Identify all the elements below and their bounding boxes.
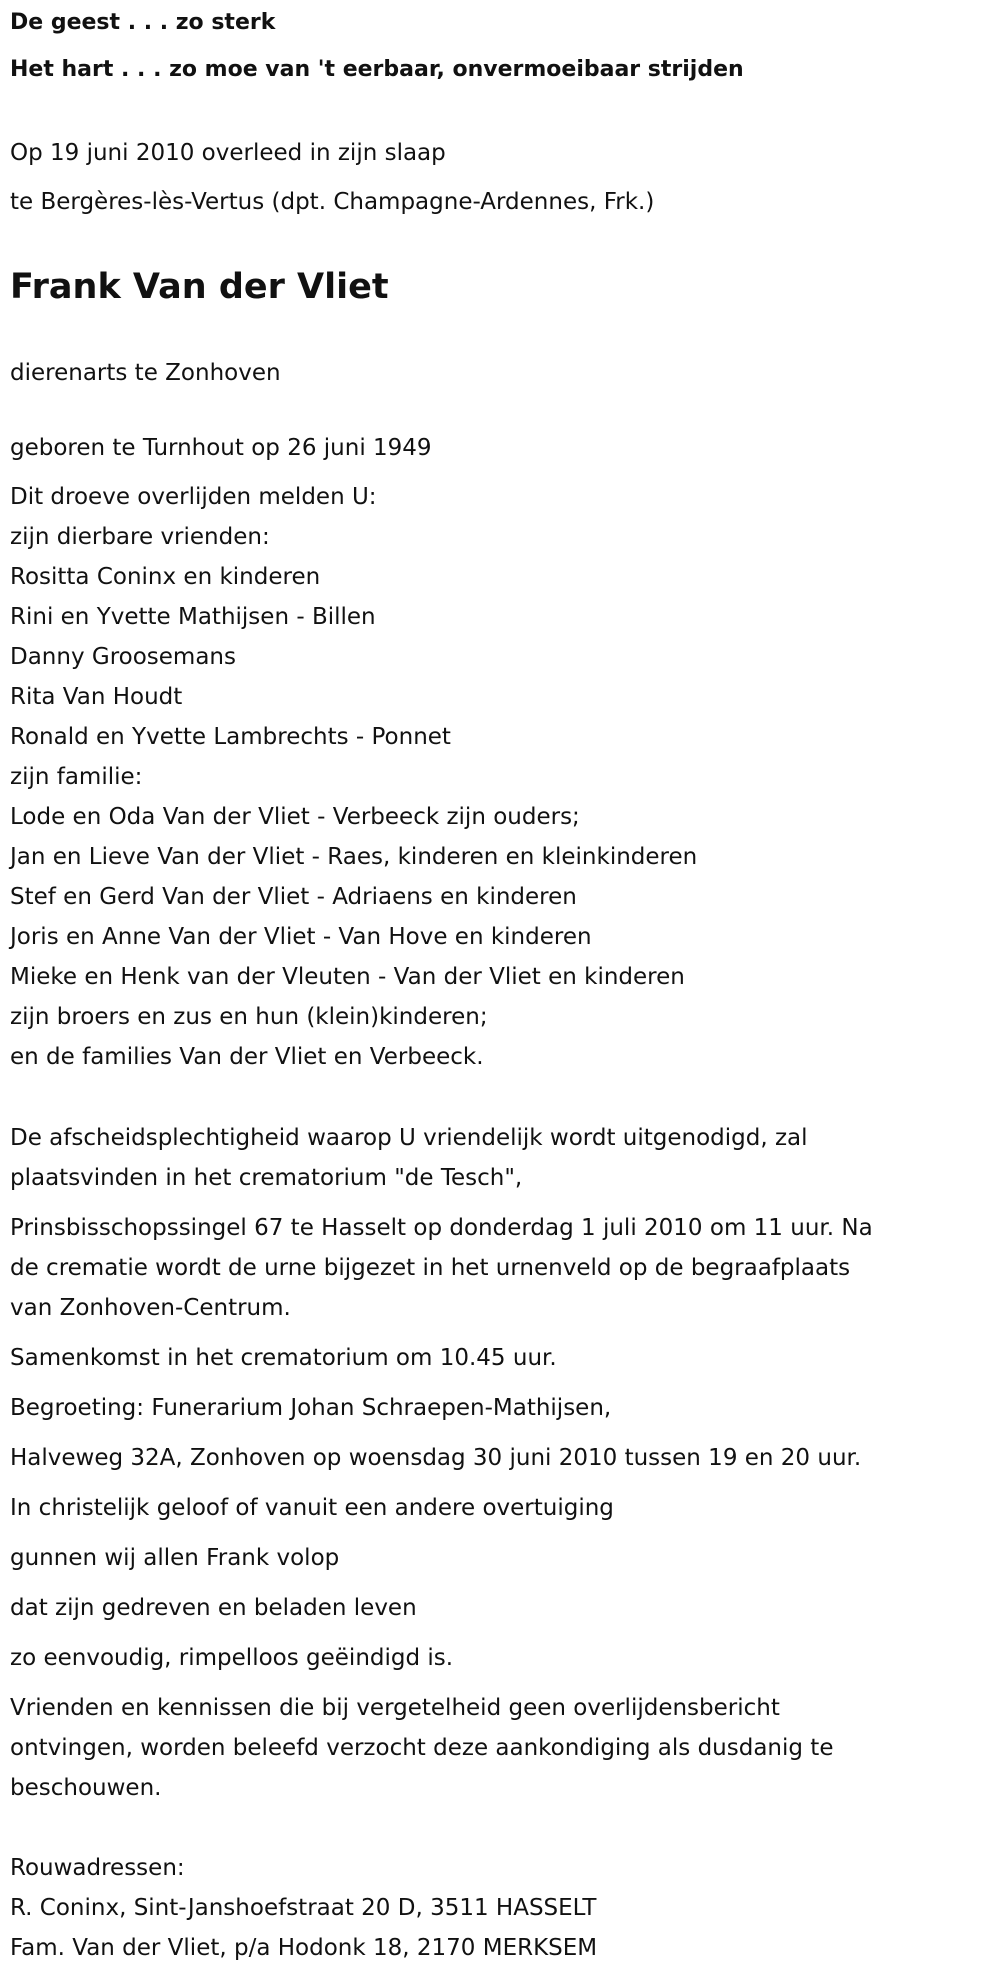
verse-line: dat zijn gedreven en beladen leven (10, 1595, 417, 1621)
verse-line: gunnen wij allen Frank volop (10, 1545, 340, 1571)
list-item: Danny Groosemans (10, 644, 236, 670)
ceremony-paragraph-1 (10, 1118, 808, 1198)
list-item: Rini en Yvette Mathijsen - Billen (10, 604, 376, 630)
verse-line: In christelijk geloof of vanuit een andere overtuiging (10, 1495, 614, 1521)
ceremony-text: van Zonhoven-Centrum. (10, 1295, 291, 1321)
friends-label: zijn dierbare vrienden: (10, 524, 270, 550)
list-item: en de families Van der Vliet en Verbeeck. (10, 1044, 484, 1070)
list-item: zijn broers en zus en hun (klein)kinderen; (10, 1004, 488, 1030)
announcers-intro: Dit droeve overlijden melden U: (10, 484, 377, 510)
ceremony-text: Prinsbisschopssingel 67 te Hasselt op donderdag 1 juli 2010 om 11 uur. Na (10, 1215, 873, 1241)
list-item: Lode en Oda Van der Vliet - Verbeeck zijn ouders; (10, 804, 580, 830)
list-item: Mieke en Henk van der Vleuten - Van der Vliet en kinderen (10, 964, 685, 990)
family-label: zijn familie: (10, 764, 143, 790)
list-item: Jan en Lieve Van der Vliet - Raes, kinderen en kleinkinderen (10, 844, 698, 870)
greeting-line-2: Halveweg 32A, Zonhoven op woensdag 30 juni 2010 tussen 19 en 20 uur. (10, 1445, 862, 1471)
deceased-profession: dierenarts te Zonhoven (10, 360, 281, 386)
address-item: Fam. Van der Vliet, p/a Hodonk 18, 2170 MERKSEM (10, 1935, 598, 1961)
condolence-addresses (10, 1848, 597, 1968)
ceremony-paragraph-2 (10, 1208, 873, 1328)
death-line-2: te Bergères-lès-Vertus (dpt. Champagne-Ardennes, Frk.) (10, 189, 655, 215)
list-item: Rositta Coninx en kinderen (10, 564, 321, 590)
deceased-name: Frank Van der Vliet (10, 267, 389, 307)
list-item: Stef en Gerd Van der Vliet - Adriaens en kinderen (10, 884, 577, 910)
notice-text: beschouwen. (10, 1775, 162, 1801)
motto-line-1: De geest . . . zo sterk (10, 10, 276, 35)
notice-text: ontvingen, worden beleefd verzocht deze aankondiging als dusdanig te (10, 1735, 834, 1761)
ceremony-text: De afscheidsplechtigheid waarop U vriendelijk wordt uitgenodigd, zal (10, 1125, 808, 1151)
list-item: Rita Van Houdt (10, 684, 183, 710)
address-item: R. Coninx, Sint-Janshoefstraat 20 D, 3511 HASSELT (10, 1895, 597, 1921)
deceased-birth: geboren te Turnhout op 26 juni 1949 (10, 435, 432, 461)
greeting-line-1: Begroeting: Funerarium Johan Schraepen-Mathijsen, (10, 1395, 612, 1421)
list-item: Joris en Anne Van der Vliet - Van Hove en kinderen (10, 924, 592, 950)
addresses-label: Rouwadressen: (10, 1855, 185, 1881)
ceremony-text: de crematie wordt de urne bijgezet in het urnenveld op de begraafplaats (10, 1255, 851, 1281)
announcers-list (10, 477, 697, 1077)
motto-line-2: Het hart . . . zo moe van 't eerbaar, onvermoeibaar strijden (10, 57, 744, 82)
gathering-time: Samenkomst in het crematorium om 10.45 uur. (10, 1345, 557, 1371)
notice-text: Vrienden en kennissen die bij vergetelheid geen overlijdensbericht (10, 1695, 780, 1721)
verse-line: zo eenvoudig, rimpelloos geëindigd is. (10, 1645, 454, 1671)
death-line-1: Op 19 juni 2010 overleed in zijn slaap (10, 140, 446, 166)
notice-paragraph (10, 1688, 833, 1808)
ceremony-text: plaatsvinden in het crematorium "de Tesch", (10, 1165, 523, 1191)
list-item: Ronald en Yvette Lambrechts - Ponnet (10, 724, 451, 750)
